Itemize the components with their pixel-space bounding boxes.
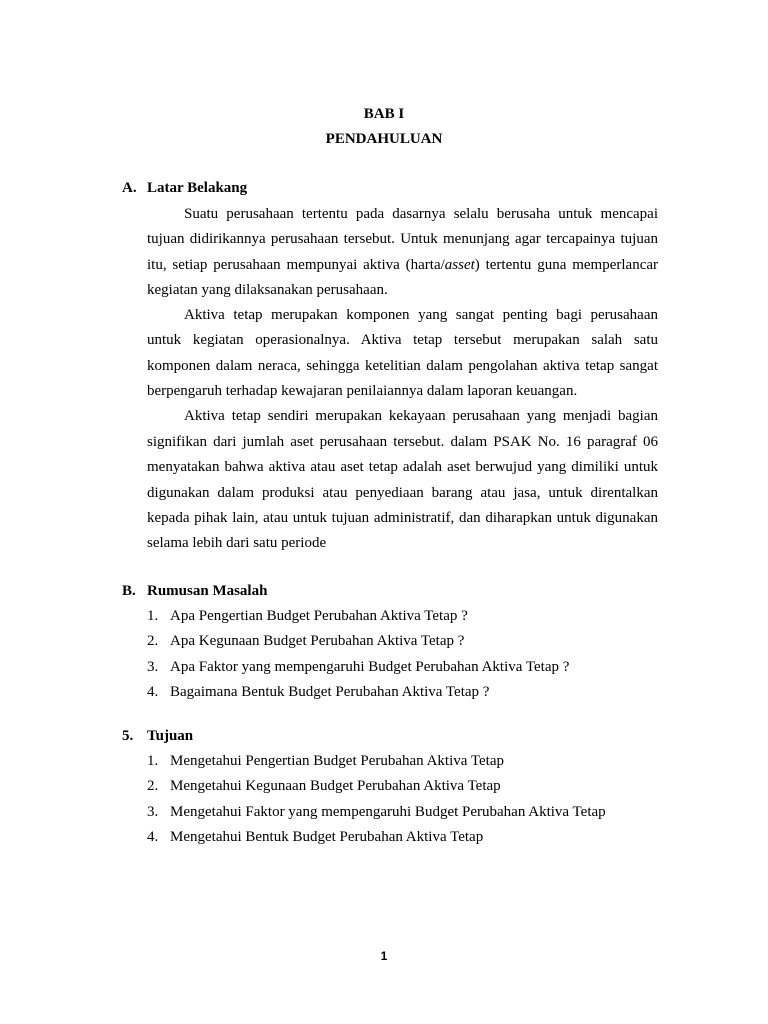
list-item: Mengetahui Kegunaan Budget Perubahan Aktiva Tetap xyxy=(170,778,501,794)
paragraph-line: kegiatan yang dilaksanakan perusahaan. xyxy=(147,282,388,298)
paragraph-line: berpengaruh terhadap kewajaran penilaiannya dalam laporan keuangan. xyxy=(147,383,578,399)
list-item: Apa Faktor yang mempengaruhi Budget Perubahan Aktiva Tetap ? xyxy=(170,659,570,675)
list-item-number: 4. xyxy=(147,684,159,700)
list-item: Apa Kegunaan Budget Perubahan Aktiva Tetap ? xyxy=(170,633,465,649)
list-item-number: 3. xyxy=(147,659,159,675)
section-b-heading: Rumusan Masalah xyxy=(147,583,268,599)
page-number: 1 xyxy=(380,949,388,963)
list-item-number: 2. xyxy=(147,778,159,794)
list-item-number: 2. xyxy=(147,633,159,649)
paragraph-line: untuk kegiatan operasionalnya. Aktiva tetap tersebut merupakan salah satu xyxy=(147,332,658,348)
paragraph-line: menyatakan bahwa aktiva atau aset tetap adalah aset berwujud yang dimiliki untuk xyxy=(147,459,658,475)
paragraph-line: komponen dalam neraca, sehingga ketelitian dalam pengolahan aktiva tetap sangat xyxy=(147,358,658,374)
list-item: Apa Pengertian Budget Perubahan Aktiva Tetap ? xyxy=(170,608,468,624)
paragraph-line xyxy=(147,256,658,274)
paragraph-line: Aktiva tetap sendiri merupakan kekayaan perusahaan yang menjadi bagian xyxy=(184,408,658,424)
list-item-number: 3. xyxy=(147,804,159,820)
text-run: ) tertentu guna memperlancar xyxy=(474,257,659,273)
chapter-number: BAB I xyxy=(363,106,405,122)
text-run: itu, setiap perusahaan mempunyai aktiva (harta/ xyxy=(147,257,445,273)
paragraph-line: kepada pihak lain, atau untuk tujuan administratif, dan diharapkan untuk digunakan xyxy=(147,510,658,526)
chapter-title: PENDAHULUAN xyxy=(325,131,443,147)
italic-term: asset xyxy=(444,257,475,273)
list-item: Mengetahui Bentuk Budget Perubahan Aktiva Tetap xyxy=(170,829,484,845)
list-item-number: 4. xyxy=(147,829,159,845)
section-a-heading: Latar Belakang xyxy=(147,180,248,196)
paragraph-line: Aktiva tetap merupakan komponen yang sangat penting bagi perusahaan xyxy=(184,307,658,323)
list-item-number: 1. xyxy=(147,608,159,624)
paragraph-line: signifikan dari jumlah aset perusahaan tersebut. dalam PSAK No. 16 paragraf 06 xyxy=(147,434,658,450)
list-item-number: 1. xyxy=(147,753,159,769)
section-c-marker: 5. xyxy=(122,728,134,744)
section-b-marker: B. xyxy=(122,583,136,599)
list-item: Mengetahui Pengertian Budget Perubahan Aktiva Tetap xyxy=(170,753,505,769)
paragraph-line: Suatu perusahaan tertentu pada dasarnya selalu berusaha untuk mencapai xyxy=(184,206,658,222)
paragraph-line: tujuan didirikannya perusahaan tersebut. Untuk menunjang agar tercapainya tujuan xyxy=(147,231,658,247)
section-c-heading: Tujuan xyxy=(147,728,194,744)
list-item: Bagaimana Bentuk Budget Perubahan Aktiva Tetap ? xyxy=(170,684,490,700)
paragraph-line: digunakan dalam produksi atau penyediaan barang atau jasa, untuk direntalkan xyxy=(147,485,658,501)
paragraph-line: selama lebih dari satu periode xyxy=(147,535,327,551)
section-a-marker: A. xyxy=(122,180,137,196)
list-item: Mengetahui Faktor yang mempengaruhi Budget Perubahan Aktiva Tetap xyxy=(170,804,606,820)
